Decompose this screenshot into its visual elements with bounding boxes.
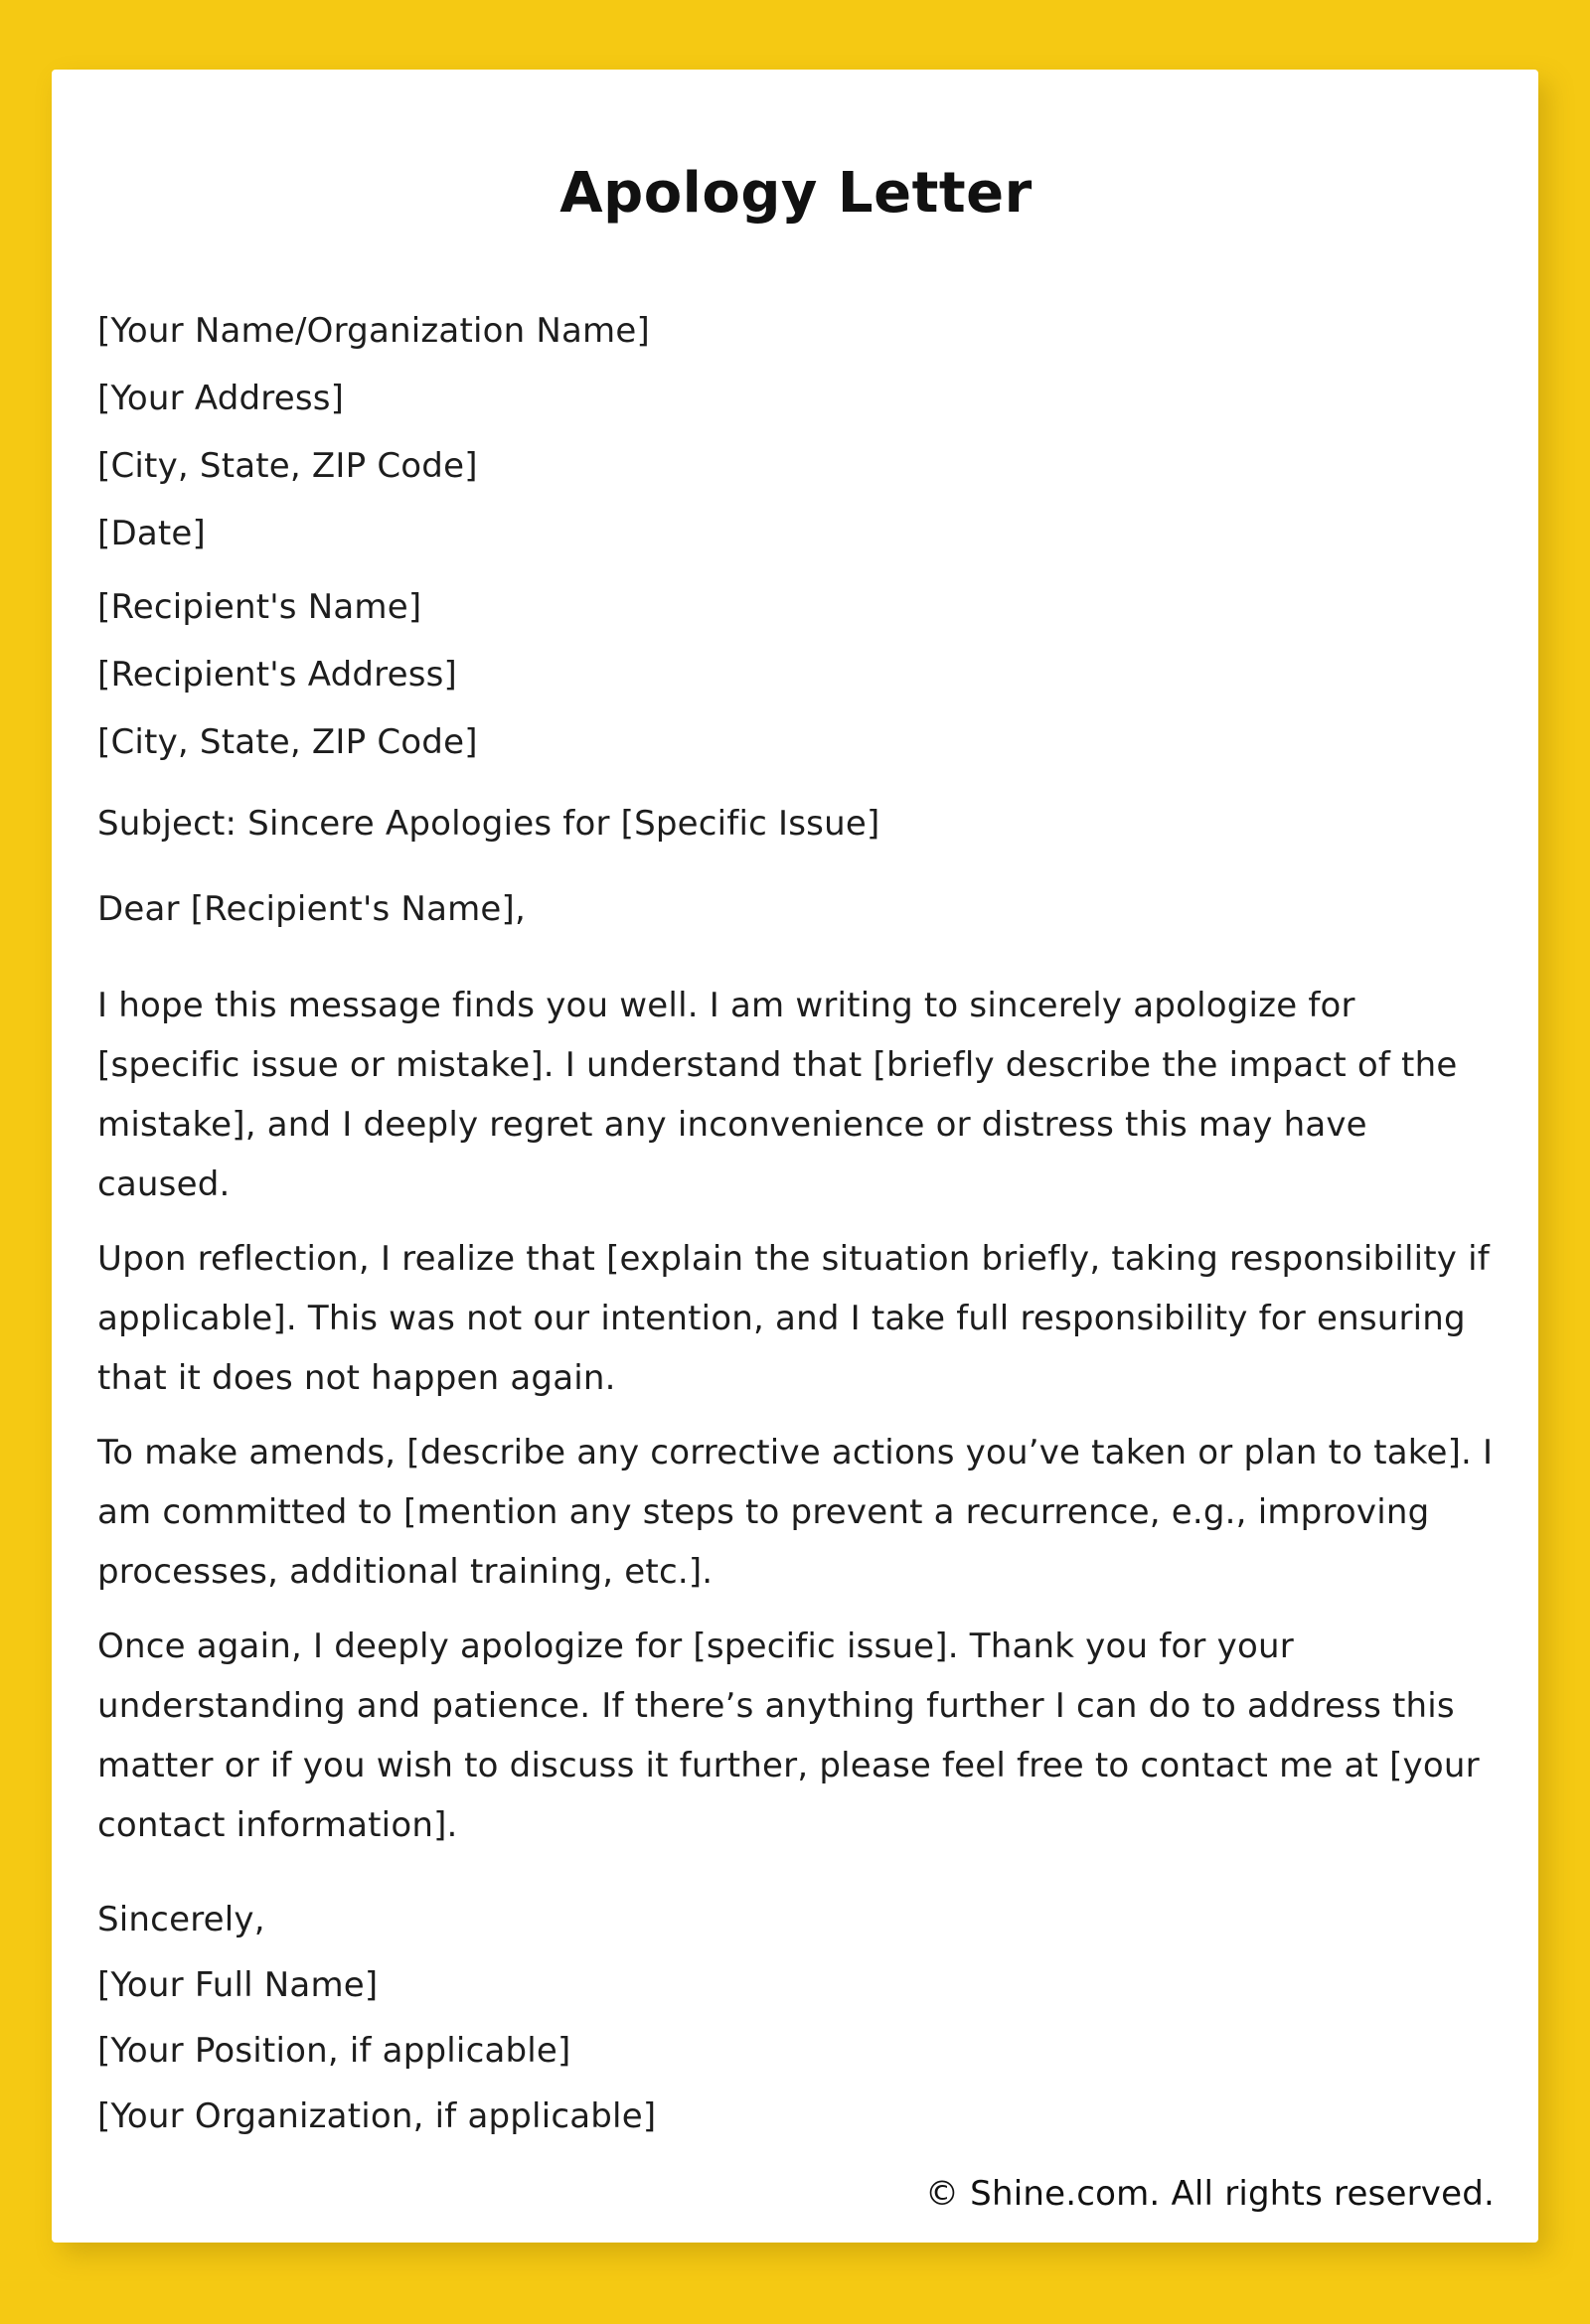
subject-line: Subject: Sincere Apologies for [Specific Issue] xyxy=(97,804,880,844)
closing-signoff-line: Sincerely, xyxy=(97,1900,265,1939)
closing-position-line: [Your Position, if applicable] xyxy=(97,2031,571,2071)
closing-fullname-line: [Your Full Name] xyxy=(97,1965,379,2005)
recipient-city-line: [City, State, ZIP Code] xyxy=(97,722,478,762)
recipient-address-block xyxy=(97,577,1495,772)
recipient-name-line: [Recipient's Name] xyxy=(97,587,422,627)
body-paragraph-2: Upon reflection, I realize that [explain the situation briefly, taking responsibility if applicable]. This was not our intention, and I take full responsibility for ensuring that it does not happen again. xyxy=(97,1239,1490,1398)
closing-block xyxy=(97,1890,1495,2146)
body-paragraph-1: I hope this message finds you well. I am writing to sincerely apologize for [specific issue or mistake]. I understand that [briefly describe the impact of the mistake], and I deeply regret any inconvenience or distress this may have caused. xyxy=(97,986,1458,1204)
body-paragraph-4: Once again, I deeply apologize for [specific issue]. Thank you for your understanding and patience. If there’s anything further I can do to address this matter or if you wish to discuss it further, please feel free to contact me at [your contact information]. xyxy=(97,1627,1480,1845)
sender-address-line: [Your Address] xyxy=(97,379,345,418)
letter-page xyxy=(52,70,1538,2243)
page-title: Apology Letter xyxy=(559,161,1033,226)
body-paragraph-3: To make amends, [describe any corrective actions you’ve taken or plan to take]. I am committed to [mention any steps to prevent a recurrence, e.g., improving processes, additional training, etc.]. xyxy=(97,1433,1494,1592)
closing-organization-line: [Your Organization, if applicable] xyxy=(97,2096,657,2136)
sender-date-line: [Date] xyxy=(97,514,206,553)
recipient-address-line: [Recipient's Address] xyxy=(97,655,457,695)
copyright-credit: © Shine.com. All rights reserved. xyxy=(924,2174,1495,2214)
sender-name-line: [Your Name/Organization Name] xyxy=(97,311,650,351)
salutation-line: Dear [Recipient's Name], xyxy=(97,889,527,929)
letter-body xyxy=(97,976,1495,1855)
sender-address-block xyxy=(97,301,1495,563)
sender-city-line: [City, State, ZIP Code] xyxy=(97,446,478,486)
